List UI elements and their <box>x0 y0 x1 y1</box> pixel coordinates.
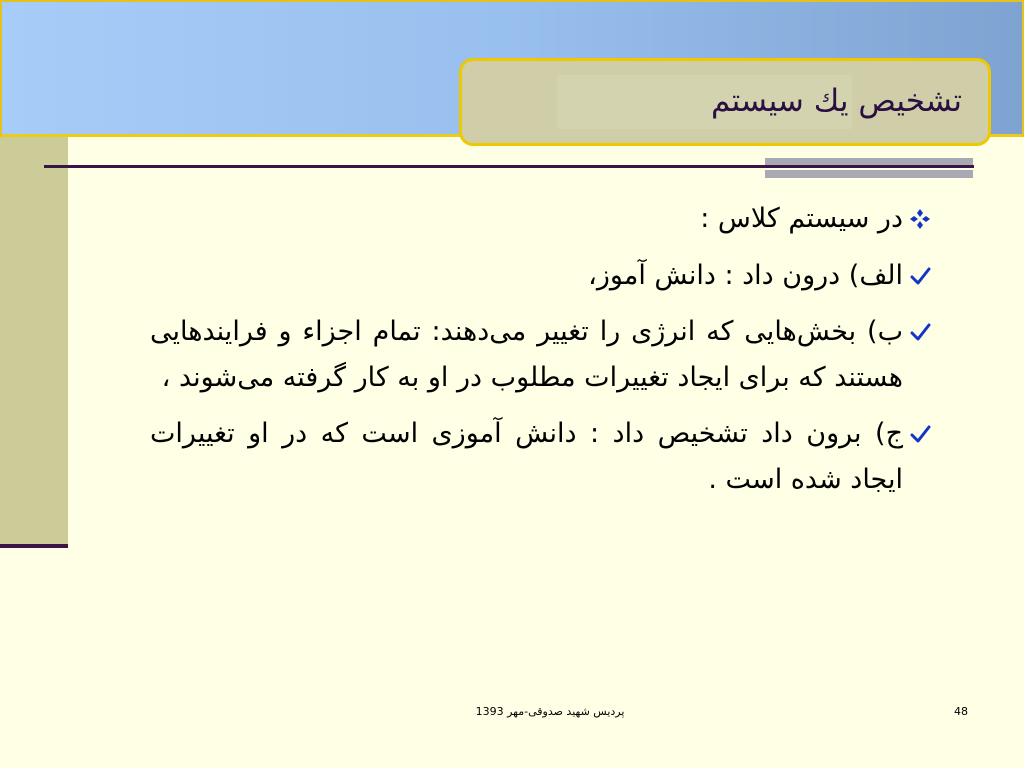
bullet-text: الف) درون داد : دانش آموز، <box>588 260 903 291</box>
bullet-item <box>150 253 935 299</box>
title-box <box>459 58 991 146</box>
gray-accent-bar-bottom <box>765 170 973 178</box>
checkmark-icon <box>905 411 935 457</box>
left-accent-line <box>0 544 68 548</box>
slide-title: تشخيص يك سيستم <box>710 83 962 119</box>
bullet-item <box>150 309 935 401</box>
gray-accent-bar-top <box>765 158 973 165</box>
page-number: 48 <box>954 705 968 718</box>
checkmark-icon <box>905 309 935 355</box>
bullet-item <box>150 196 935 242</box>
diamond-bullet-icon <box>905 196 935 242</box>
slide-content <box>150 196 935 503</box>
left-accent-bar <box>0 137 68 545</box>
footer-text: پردیس شهید صدوقی-مهر 1393 <box>475 705 625 718</box>
title-divider <box>44 165 974 168</box>
bullet-text: ب) بخش‌هایی که انرژی را تغییر می‌دهند: تمام اجزاء و فرایندهایی هستند که برای ایجاد تغییرات مطلوب در او به کار گرفته می‌شوند ، <box>150 316 903 393</box>
bullet-item <box>150 411 935 503</box>
checkmark-icon <box>905 253 935 299</box>
bullet-text: در سیستم کلاس : <box>700 203 903 234</box>
bullet-text: ج) برون داد تشخیص داد : دانش آموزی است که در او تغییرات ایجاد شده است . <box>150 418 903 495</box>
